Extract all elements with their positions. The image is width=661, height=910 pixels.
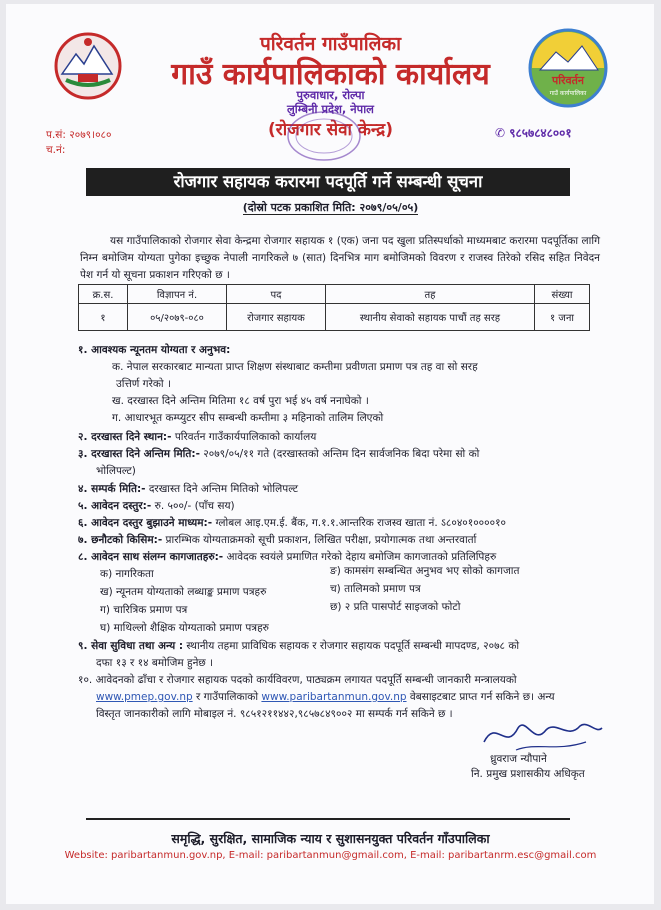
selection-type: ७. छनौटको किसिम:- प्रारम्भिक योग्यताक्रमको सूची प्रकाशन, लिखित परीक्षा, प्रयोगात्मक तथा अन्तरवार्ता [78,534,477,546]
phone-number: ९८५७८४८००१ [509,126,572,140]
doc-item: ग) चारित्रिक प्रमाण पत्र [100,604,188,616]
notice-intro: यस गाउँपालिकाको रोजगार सेवा केन्द्रमा रोजगार सहायक १ (एक) जना पद खुला प्रतिस्पर्धाको माध्यमबाट करारमा पदपूर्तिका लागि निम्न बमोजिम योग्यता पुगेका इच्छुक नेपाली नागरिकले ७ (सात) दिनभित्र माग बमोजिमको विवरण र राजस्व तिरेको रसिद सहित निवेदन पेश गर्न यो सूचना प्रकाशन गरिएको छ । [80,235,600,281]
cell-post: रोजगार सहायक [227,304,326,331]
footer-rule [86,818,570,820]
pmep-link[interactable]: www.pmep.gov.np [96,691,193,703]
application-deadline-cont: भोलिपल्ट) [96,465,136,477]
municipality-name: परिवर्तन गाउँपालिका [259,33,402,55]
doc-item: क) नागरिकता [100,568,154,580]
application-fee: ५. आवेदन दस्तुर:- रु. ५००/- (पाँच सय) [78,500,235,512]
qualification-c: ग. आधारभूत कम्प्युटर सीप सम्बन्धी कम्तीमा ३ महिनाको तालिम लिएको [112,412,384,424]
vacancy-table [78,284,590,331]
cell-ad-no: ०५/२०७९-०८० [128,304,227,331]
info-line-3: विस्तृत जानकारीको लागि मोबाइल नं. ९८५१२११४४२,९८५७८४९००२ मा सम्पर्क गर्न सकिने छ । [96,708,453,720]
qualification-a-cont: उत्तिर्ण गरेको । [116,378,171,390]
office-name: गाउँ कार्यपालिकाको कार्यालय [171,57,490,92]
qualification-heading: १. आवश्यक न्यूनतम योग्यता र अनुभव: [78,344,231,356]
contact-date: ४. सम्पर्क मिति:- दरखास्त दिने अन्तिम मितिको भोलिपल्ट [78,483,299,495]
service-facilities: ९. सेवा सुविधा तथा अन्य : स्थानीय तहमा प्राविधिक सहायक र रोजगार सहायक पदपूर्ति सम्बन्धी मापदण्ड, २०७८ को [78,640,520,652]
signatory-name: ध्रुवराज न्यौपाने [490,753,547,765]
office-province: लुम्बिनी प्रदेश, नेपाल [287,102,374,116]
required-documents: ८. आवेदन साथ संलग्न कागजातहरु:- आवेदक स्वयंले प्रमाणित गरेको देहाय बमोजिम कागजातको प्रतिलिपिहरु [78,551,497,563]
doc-item: घ) माथिल्लो शैक्षिक योग्यताको प्रमाण पत्रहरु [100,622,269,634]
logo-subtext: गाउँ कार्यपालिका [549,90,587,97]
application-place: २. दरखास्त दिने स्थान:- परिवर्तन गाउँकार्यपालिकाको कार्यालय [78,431,317,443]
payment-method: ६. आवेदन दस्तुर बुझाउने माध्यम:- ग्लोबल आइ.एम.ई. बैंक, ग.१.१.आन्तरिक राजस्व खाता नं. ऽ८०४०१००००१० [78,517,506,529]
footer-contact: Website: paribartanmun.gov.np, E-mail: paribartanmun@gmail.com, E-mail: paribartanrm.esc@gmail.com [64,850,597,861]
office-unit: (रोजगार सेवा केन्द्र) [268,120,393,140]
col-level: तह [326,285,535,304]
col-ad-no: विज्ञापन नं. [128,285,227,304]
office-address: पुरुवाधार, रोल्पा [296,88,365,102]
col-post: पद [227,285,326,304]
dispatch-number: च.नं: [46,144,66,156]
info-line-1: १०. आवेदनको ढाँचा र रोजगार सहायक पदको कार्यविवरण, पाठ्यक्रम लगायत पदपूर्ति सम्बन्धी जानकारी मन्त्रालयको [78,674,517,686]
col-sn: क्र.स. [79,285,128,304]
municipality-link[interactable]: www.paribartanmun.gov.np [261,691,407,703]
table-row [79,304,590,331]
doc-item: ख) न्यूनतम योग्यताको लब्धाङ्क प्रमाण पत्रहरु [100,586,267,598]
table-header-row [79,285,590,304]
doc-item: च) तालिमको प्रमाण पत्र [330,583,421,595]
notice-title: रोजगार सहायक करारमा पदपूर्ति गर्ने सम्बन्धी सूचना [86,168,570,196]
cell-count: १ जना [535,304,590,331]
logo-text: परिवर्तन [551,74,585,87]
service-facilities-cont: दफा १३ र १४ बमोजिम हुनेछ । [96,657,214,669]
office-stamp [284,108,364,164]
col-count: संख्या [535,285,590,304]
qualification-a: क. नेपाल सरकारबाट मान्यता प्राप्त शिक्षण संस्थाबाट कम्तीमा प्रवीणता प्रमाण पत्र तह वा सो सरह [112,361,478,373]
cell-level: स्थानीय सेवाको सहायक पाचौं तह सरह [326,304,535,331]
office-phone [495,124,572,141]
footer-slogan: समृद्धि, सुरक्षित, सामाजिक न्याय र सुशासनयुक्त परिवर्तन गाँउपालिका [171,831,490,846]
notice-subtitle [0,200,661,215]
cell-sn: १ [79,304,128,331]
info-line-2: www.pmep.gov.np र गाउँपालिकाको www.paribartanmun.gov.np वेबसाइटबाट प्राप्त गर्न सकिने छ। अन्य [96,691,555,703]
doc-item: ङ) कामसंग सम्बन्धित अनुभव भए सोको कागजात [330,565,520,577]
phone-icon: ✆ [495,126,510,140]
publish-date: (दोस्रो पटक प्रकाशित मिति: २०७९/०५/०५) [242,201,419,214]
signatory-title: नि. प्रमुख प्रशासकीय अधिकृत [471,768,585,780]
doc-item: छ) २ प्रति पासपोर्ट साइजको फोटो [330,601,461,613]
reference-number: प.सं: २०७९।०८० [46,129,112,141]
application-deadline: ३. दरखास्त दिने अन्तिम मिति:- २०७९/०५/११ गते (दरखास्तको अन्तिम दिन सार्वजनिक बिदा परेमा सो को [78,448,480,460]
qualification-b: ख. दरखास्त दिने अन्तिम मितिमा १८ वर्ष पुरा भई ४५ वर्ष ननाघेको । [112,395,369,407]
